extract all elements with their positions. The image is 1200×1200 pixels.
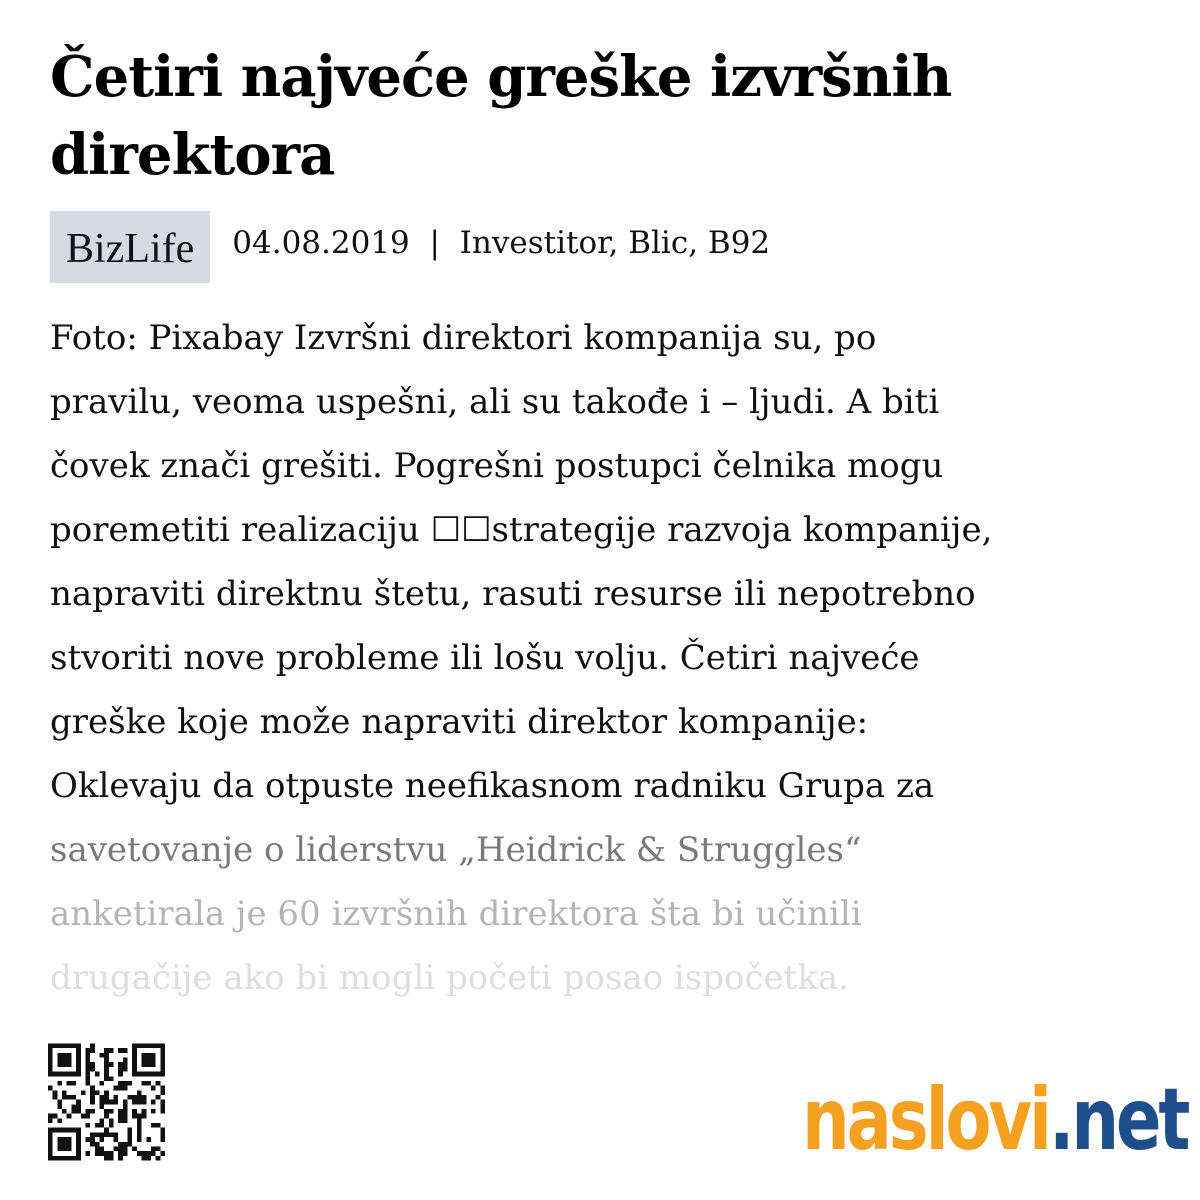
category-tag[interactable]: BizLife (50, 211, 210, 283)
excerpt-line: stvoriti nove probleme ili lošu volju. Četiri najveće (50, 638, 920, 678)
excerpt-line: poremetiti realizaciju ☐☐strategije razvoja kompanije, (50, 510, 993, 550)
naslovi-logo[interactable] (802, 1060, 1200, 1170)
article-card (50, 0, 1160, 1200)
article-meta (50, 211, 770, 283)
qr-code-icon[interactable] (48, 1040, 165, 1164)
excerpt-line: Foto: Pixabay Izvršni direktori kompanija su, po (50, 318, 877, 358)
excerpt-line: drugačije ako bi mogli početi posao ispočetka. (50, 958, 849, 998)
excerpt-line: anketirala je 60 izvršnih direktora šta bi učinili (50, 894, 862, 934)
date-and-sources: 04.08.2019 | Investitor, Blic, B92 (232, 225, 771, 261)
article-excerpt (50, 306, 1160, 1010)
excerpt-line: čovek znači grešiti. Pogrešni postupci čelnika mogu (50, 446, 944, 486)
excerpt-line: Oklevaju da otpuste neefikasnom radniku Grupa za (50, 766, 935, 806)
logo-domain-text: .net (1048, 1070, 1187, 1170)
article-title: Četiri najveće greške izvršnih direktora (50, 44, 952, 188)
excerpt-line: savetovanje o liderstvu „Heidrick & Struggles“ (50, 830, 862, 870)
excerpt-line: napraviti direktnu štetu, rasuti resurse ili nepotrebno (50, 574, 976, 614)
excerpt-line: pravilu, veoma uspešni, ali su takođe i – ljudi. A biti (50, 382, 940, 422)
excerpt-line: greške koje može napraviti direktor kompanije: (50, 702, 869, 742)
logo-main-text: naslovi (802, 1070, 1049, 1170)
